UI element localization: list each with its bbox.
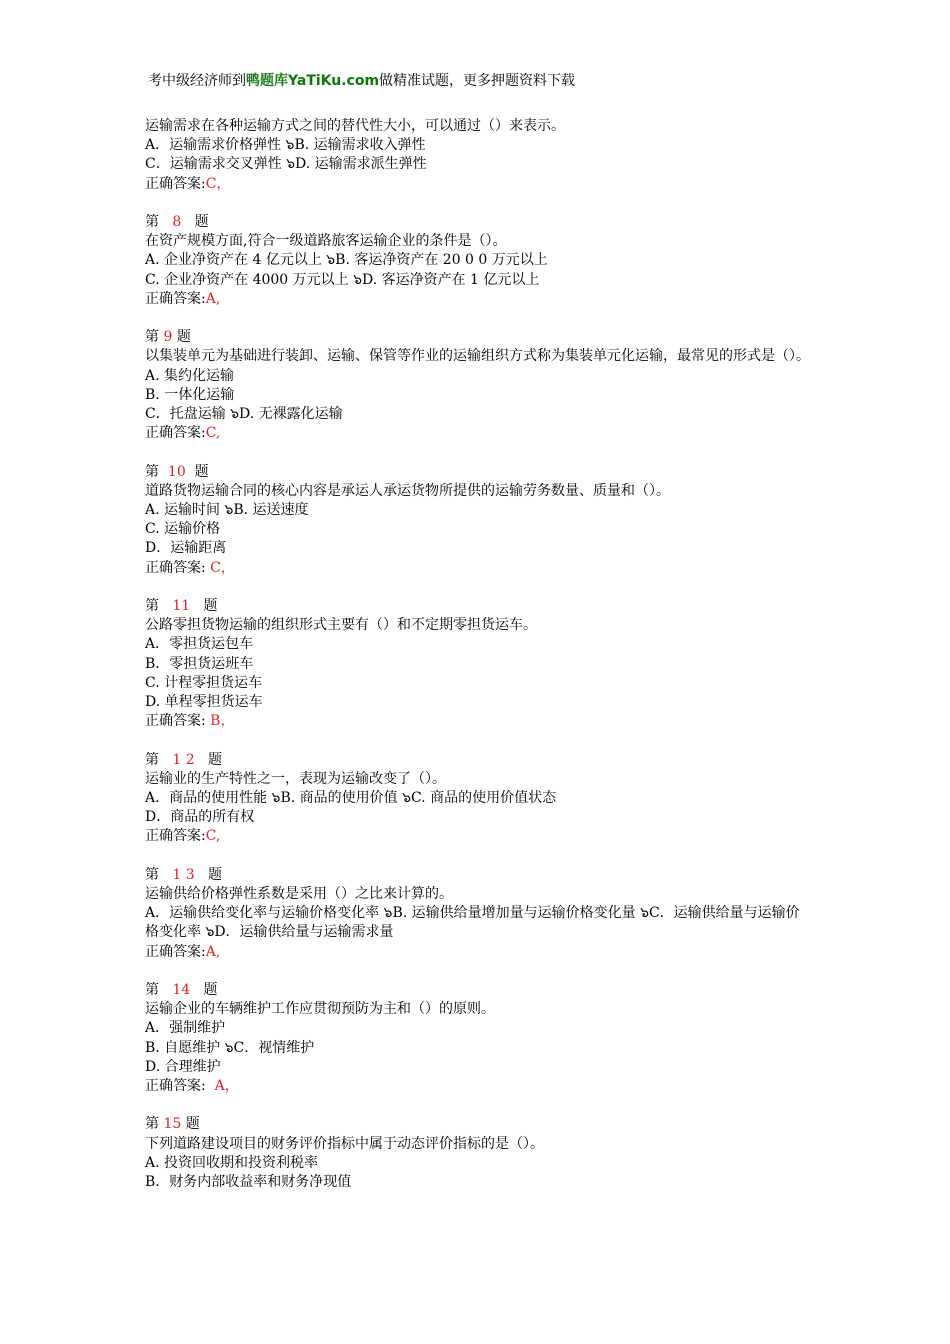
option-line: A．商品的使用性能 ๖B. 商品的使用价值 ๖C. 商品的使用价值状态 <box>145 790 557 807</box>
answer-value: C, <box>205 828 221 845</box>
question-number: 10 <box>167 463 186 480</box>
question-number-line: 第 10 题 <box>145 463 209 480</box>
question-block-12 <box>145 751 810 847</box>
option-line: B．财务内部收益率和财务净现值 <box>145 1174 352 1191</box>
option-line: A．零担货运包车 <box>145 636 254 653</box>
answer-label: 正确答案: <box>145 828 206 845</box>
question-block-14 <box>145 981 810 1096</box>
answer-line <box>145 1077 810 1096</box>
answer-label: 正确答案: <box>145 559 206 576</box>
question-stem: 运输需求在各种运输方式之间的替代性大小，可以通过（）来表示。 <box>145 118 565 134</box>
option-line: C. 企业净资产在 4000 万元以上 ๖D. 客运净资产在 1 亿元以上 <box>145 271 540 288</box>
option-line: C. 运输价格 <box>145 521 221 538</box>
question-number-line: 第 11 题 <box>145 598 218 615</box>
question-stem: 运输业的生产特性之一，表现为运输改变了（）。 <box>145 770 446 787</box>
question-stem: 在资产规模方面,符合一级道路旅客运输企业的条件是（）。 <box>145 233 507 250</box>
answer-line <box>145 712 810 731</box>
answer-line <box>145 175 810 194</box>
option-line: A．强制维护 <box>145 1020 226 1037</box>
option-line: C. 计程零担货运车 <box>145 674 263 691</box>
question-number-line: 第 9 题 <box>145 329 191 346</box>
answer-label: 正确答案: <box>145 1078 206 1095</box>
question-number: 11 <box>172 598 191 615</box>
option-line: A. 投资回收期和投资利税率 <box>145 1154 319 1171</box>
answer-value: A， <box>214 1078 239 1095</box>
question-block-7 <box>145 117 810 194</box>
answer-value: A, <box>205 943 221 960</box>
question-stem: 运输供给价格弹性系数是采用（）之比来计算的。 <box>145 886 453 903</box>
option-line: D. 合理维护 <box>145 1058 221 1075</box>
question-stem: 下列道路建设项目的财务评价指标中属于动态评价指标的是（）。 <box>145 1135 544 1152</box>
answer-line <box>145 827 810 846</box>
option-line: A．运输需求价格弹性 ๖B. 运输需求收入弹性 <box>145 137 426 154</box>
answer-label: 正确答案: <box>145 425 206 442</box>
question-stem: 公路零担货物运输的组织形式主要有（）和不定期零担货运车。 <box>145 617 537 634</box>
question-number: 1 3 <box>172 866 195 883</box>
answer-line <box>145 559 810 578</box>
option-line: D．运输距离 <box>145 540 227 557</box>
question-number-line: 第 1 2 题 <box>145 751 222 768</box>
answer-value: C, <box>205 425 221 442</box>
option-line: B. 一体化运输 <box>145 386 235 403</box>
question-number-line: 第 14 题 <box>145 982 218 999</box>
header-suffix: 做精准试题，更多押题资料下载 <box>379 73 576 89</box>
question-block-10 <box>145 463 810 578</box>
option-line: B．零担货运班车 <box>145 655 254 672</box>
brand-name-cn: 鸭题库 <box>246 73 288 89</box>
question-list <box>145 117 810 1211</box>
question-block-8 <box>145 213 810 309</box>
question-block-11 <box>145 597 810 731</box>
question-number: 9 <box>163 329 173 346</box>
option-line: C．运输需求交叉弹性 ๖D. 运输需求派生弹性 <box>145 156 427 173</box>
question-stem: 道路货物运输合同的核心内容是承运人承运货物所提供的运输劳务数量、质量和（）。 <box>145 482 670 499</box>
option-line: B. 自愿维护 ๖C．视情维护 <box>145 1039 315 1056</box>
option-line: A. 运输时间 ๖B. 运送速度 <box>145 502 309 519</box>
question-number: 14 <box>172 982 191 999</box>
answer-value: A, <box>205 290 221 307</box>
answer-value: B， <box>210 713 235 730</box>
brand-name-en: YaTiKu.com <box>288 73 380 89</box>
question-block-13 <box>145 866 810 962</box>
answer-line <box>145 290 810 309</box>
question-number-line: 第 15 题 <box>145 1116 200 1133</box>
question-number: 1 2 <box>172 751 195 768</box>
answer-label: 正确答案: <box>145 175 206 192</box>
question-stem: 运输企业的车辆维护工作应贯彻预防为主和（）的原则。 <box>145 1001 495 1018</box>
option-line: D．商品的所有权 <box>145 809 255 826</box>
question-block-15 <box>145 1115 810 1192</box>
page-header <box>148 72 848 91</box>
option-line: A. 集约化运输 <box>145 367 235 384</box>
option-line: D. 单程零担货运车 <box>145 694 263 711</box>
answer-label: 正确答案: <box>145 943 206 960</box>
answer-value: C， <box>210 559 235 576</box>
answer-line <box>145 943 810 962</box>
option-line: A．运输供给变化率与运输价格变化率 ๖B. 运输供给量增加量与运输价格变化量 ๖C．运输供给量与运输价格变化率 ๖D．运输供给量与运输需求量 <box>145 905 800 941</box>
header-prefix: 考中级经济师到 <box>148 73 246 89</box>
question-number: 15 <box>163 1116 182 1133</box>
question-number-line: 第 1 3 题 <box>145 866 222 883</box>
question-number-line: 第 8 题 <box>145 214 209 230</box>
question-block-9 <box>145 328 810 443</box>
question-stem: 以集装单元为基础进行装卸、运输、保管等作业的运输组织方式称为集装单元化运输，最常见的形式是（）。 <box>145 348 810 365</box>
answer-value: C， <box>205 175 231 192</box>
option-line: A. 企业净资产在 4 亿元以上 ๖B. 客运净资产在 20 0 0 万元以上 <box>145 252 548 269</box>
option-line: C．托盘运输 ๖D. 无裸露化运输 <box>145 406 343 423</box>
answer-line <box>145 424 810 443</box>
question-number: 8 <box>172 214 182 230</box>
answer-label: 正确答案: <box>145 290 206 307</box>
answer-label: 正确答案: <box>145 713 206 730</box>
